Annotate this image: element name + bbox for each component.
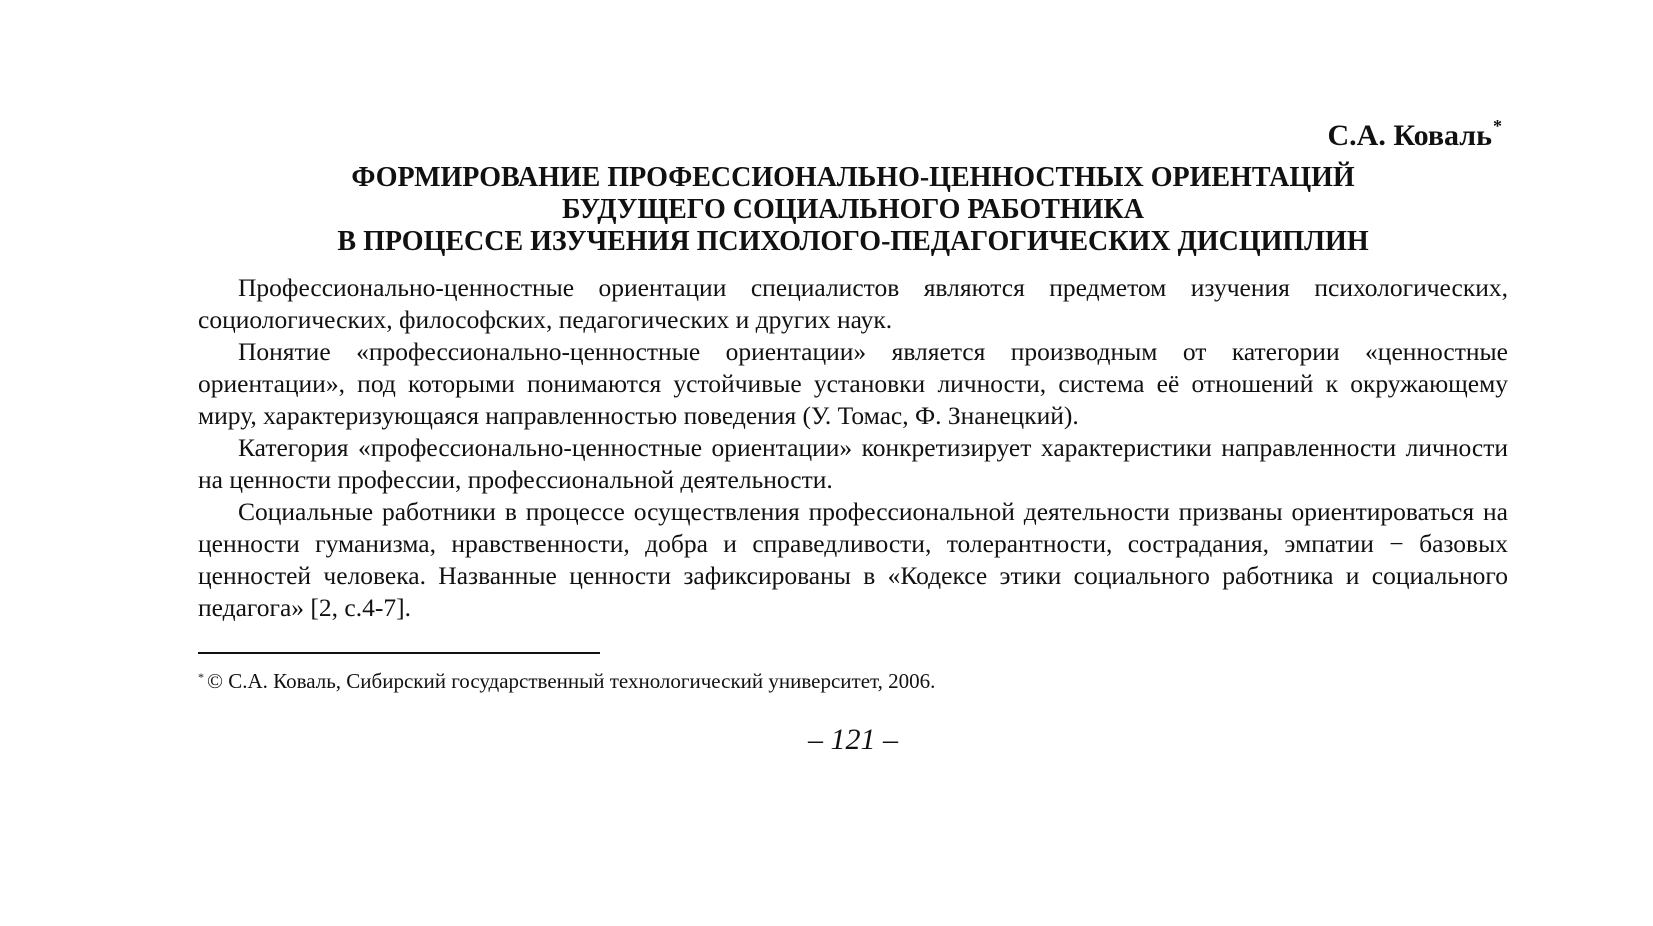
- paragraph-2: Понятие «профессионально-ценностные ориентации» является производным от категории «ценностные ориентации», под которыми понимаются устойчивые установки личности, система её отношений к окружающему миру, характеризующаяся направленностью поведения (У. Томас, Ф. Знанецкий).: [198, 337, 1508, 430]
- page-content: [198, 118, 1508, 758]
- footnote-text: © С.А. Коваль, Сибирский государственный технологический университет, 2006.: [207, 669, 936, 693]
- title-line-2: БУДУЩЕГО СОЦИАЛЬНОГО РАБОТНИКА: [562, 194, 1144, 225]
- footnote: [198, 668, 1508, 694]
- author-line: [198, 118, 1508, 154]
- paragraph-3: Категория «профессионально-ценностные ориентации» конкретизирует характеристики направленности личности на ценности профессии, профессиональной деятельности.: [198, 433, 1508, 494]
- paragraph-1: Профессионально-ценностные ориентации специалистов являются предметом изучения психологических, социологических, философских, педагогических и других наук.: [198, 273, 1508, 334]
- footnote-divider: [198, 652, 600, 654]
- footnote-mark: *: [198, 670, 204, 684]
- paragraph-4: Социальные работники в процессе осуществления профессиональной деятельности призваны ориентироваться на ценности гуманизма, нравственности, добра и справедливости, толерантности, сострадания, эмпатии − базовых ценностей человека. Названные ценности зафиксированы в «Кодексе этики социального работника и социального педагога» [2, с.4-7].: [198, 497, 1508, 622]
- article-title: [198, 162, 1508, 258]
- author-footnote-mark[interactable]: *: [1493, 116, 1502, 136]
- page-number: – 121 –: [808, 723, 898, 756]
- title-line-3: В ПРОЦЕССЕ ИЗУЧЕНИЯ ПСИХОЛОГО-ПЕДАГОГИЧЕСКИХ ДИСЦИПЛИН: [337, 226, 1369, 257]
- author-name: С.А. Коваль: [1327, 119, 1492, 152]
- title-line-1: ФОРМИРОВАНИЕ ПРОФЕССИОНАЛЬНО-ЦЕННОСТНЫХ ОРИЕНТАЦИЙ: [351, 162, 1355, 193]
- article-body: [198, 272, 1508, 624]
